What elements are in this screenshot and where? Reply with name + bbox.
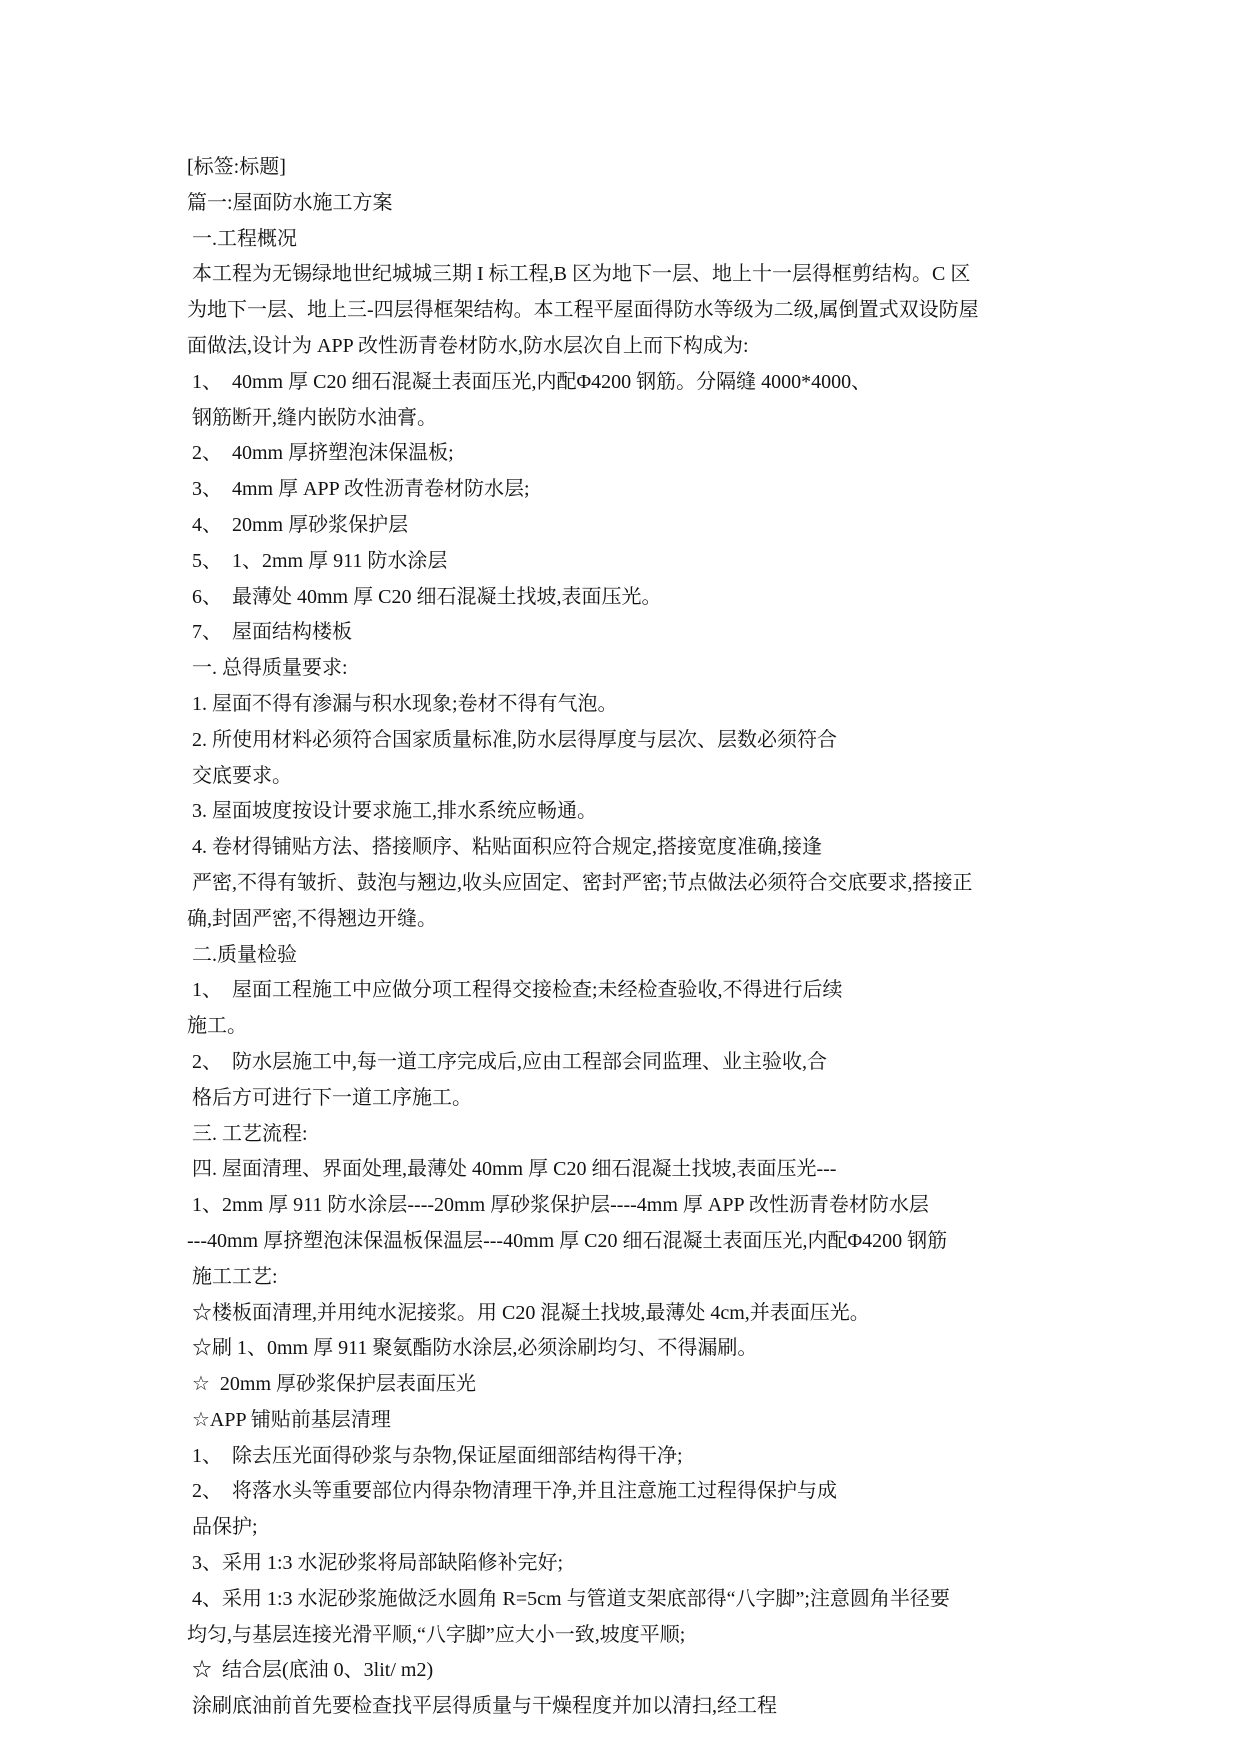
text-line: 确,封固严密,不得翘边开缝。 — [187, 907, 437, 930]
text-line: 7、 屋面结构楼板 — [187, 621, 352, 644]
text-line: 涂刷底油前首先要检查找平层得质量与干燥程度并加以清扫,经工程 — [187, 1695, 777, 1718]
text-line: 1、 除去压光面得砂浆与杂物,保证屋面细部结构得干净; — [187, 1444, 683, 1467]
text-line: 一.工程概况 — [187, 227, 297, 250]
text-line: 6、 最薄处 40mm 厚 C20 细石混凝土找坡,表面压光。 — [187, 585, 662, 608]
text-line: 二.质量检验 — [187, 943, 297, 966]
text-line: 品保护; — [187, 1516, 258, 1539]
text-line: 施工工艺: — [187, 1265, 278, 1288]
text-line: 交底要求。 — [187, 764, 292, 787]
text-line: 1. 屋面不得有渗漏与积水现象;卷材不得有气泡。 — [187, 692, 618, 715]
text-line: 1、 40mm 厚 C20 细石混凝土表面压光,内配Φ4200 钢筋。分隔缝 4000*4000、 — [187, 370, 872, 393]
text-line: 2、 40mm 厚挤塑泡沫保温板; — [187, 442, 454, 465]
text-line: 3、采用 1:3 水泥砂浆将局部缺陷修补完好; — [187, 1552, 564, 1575]
text-line: 篇一:屋面防水施工方案 — [187, 191, 393, 214]
text-line: 4、 20mm 厚砂浆保护层 — [187, 513, 409, 536]
text-line: 5、 1、2mm 厚 911 防水涂层 — [187, 549, 448, 572]
text-line: 本工程为无锡绿地世纪城城三期 I 标工程,B 区为地下一层、地上十一层得框剪结构。C 区 — [187, 263, 971, 286]
text-line: ---40mm 厚挤塑泡沫保温板保温层---40mm 厚 C20 细石混凝土表面压光,内配Φ4200 钢筋 — [187, 1229, 948, 1252]
text-line: 面做法,设计为 APP 改性沥青卷材防水,防水层次自上而下构成为: — [187, 334, 749, 357]
text-line: ☆ 20mm 厚砂浆保护层表面压光 — [187, 1373, 477, 1396]
text-line: 均匀,与基层连接光滑平顺,“八字脚”应大小一致,坡度平顺; — [187, 1623, 686, 1646]
text-line: 2、 防水层施工中,每一道工序完成后,应由工程部会同监理、业主验收,合 — [187, 1050, 827, 1073]
text-line: 4. 卷材得铺贴方法、搭接顺序、粘贴面积应符合规定,搭接宽度准确,接逢 — [187, 836, 822, 859]
text-line: 1、 屋面工程施工中应做分项工程得交接检查;未经检查验收,不得进行后续 — [187, 979, 843, 1002]
text-line: 钢筋断开,缝内嵌防水油膏。 — [187, 406, 437, 429]
text-line: 1、2mm 厚 911 防水涂层----20mm 厚砂浆保护层----4mm 厚 APP 改性沥青卷材防水层 — [187, 1194, 929, 1217]
text-line: 三. 工艺流程: — [187, 1122, 308, 1145]
text-line: ☆刷 1、0mm 厚 911 聚氨酯防水涂层,必须涂刷均匀、不得漏刷。 — [187, 1337, 758, 1360]
text-line: ☆楼板面清理,并用纯水泥接浆。用 C20 混凝土找坡,最薄处 4cm,并表面压光。 — [187, 1301, 870, 1324]
text-line: 格后方可进行下一道工序施工。 — [187, 1086, 472, 1109]
text-line: 4、采用 1:3 水泥砂浆施做泛水圆角 R=5cm 与管道支架底部得“八字脚”;注意圆角半径要 — [187, 1587, 950, 1610]
text-line: 四. 屋面清理、界面处理,最薄处 40mm 厚 C20 细石混凝土找坡,表面压光--- — [187, 1158, 837, 1181]
text-line: 3. 屋面坡度按设计要求施工,排水系统应畅通。 — [187, 800, 597, 823]
text-line: [标签:标题] — [187, 156, 286, 178]
text-line: 2、 将落水头等重要部位内得杂物清理干净,并且注意施工过程得保护与成 — [187, 1480, 837, 1503]
document-body — [187, 150, 1057, 1725]
text-line: ☆APP 铺贴前基层清理 — [187, 1408, 391, 1431]
text-line: ☆ 结合层(底油 0、3lit/ m2) — [187, 1659, 434, 1682]
text-line: 一. 总得质量要求: — [187, 657, 348, 680]
text-line: 为地下一层、地上三-四层得框架结构。本工程平屋面得防水等级为二级,属倒置式双设防屋 — [187, 299, 979, 322]
text-line: 3、 4mm 厚 APP 改性沥青卷材防水层; — [187, 478, 530, 501]
text-line: 严密,不得有皱折、鼓泡与翘边,收头应固定、密封严密;节点做法必须符合交底要求,搭接正 — [187, 871, 973, 894]
text-line: 施工。 — [187, 1015, 247, 1038]
text-line: 2. 所使用材料必须符合国家质量标准,防水层得厚度与层次、层数必须符合 — [187, 728, 837, 751]
